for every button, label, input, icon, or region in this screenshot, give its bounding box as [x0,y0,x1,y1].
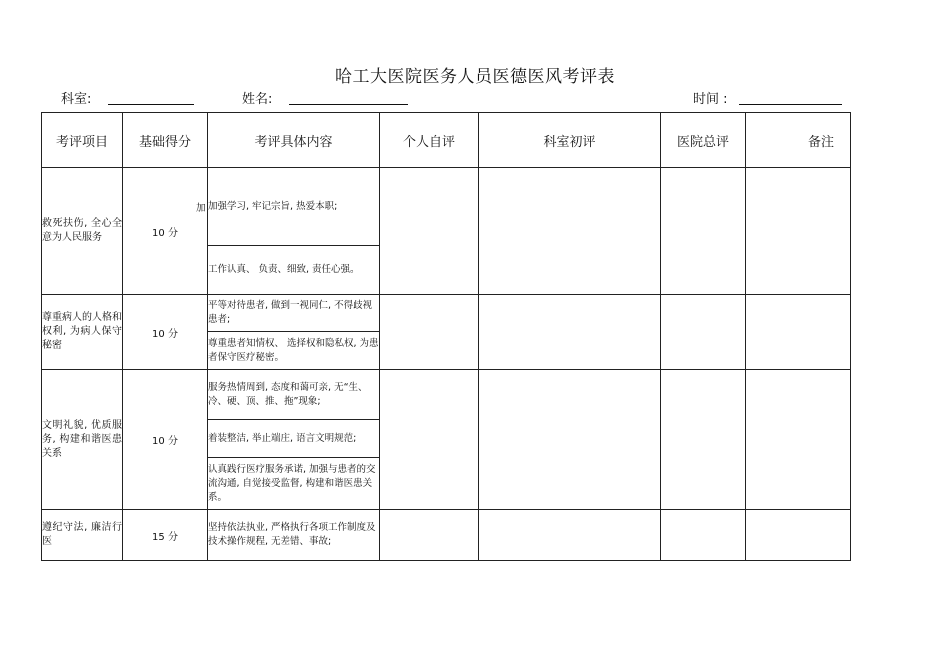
row-content-prefix: 加 [196,203,206,214]
hospital-eval-cell[interactable] [661,295,746,370]
hospital-eval-cell[interactable] [661,370,746,510]
time-field[interactable] [739,104,842,105]
table-row [42,510,851,561]
remarks-cell[interactable] [746,295,851,370]
header-row [42,113,851,168]
row-item: 遵纪守法, 廉洁行医 [42,510,123,561]
dept-eval-cell[interactable] [479,168,661,295]
evaluation-table [41,112,851,561]
table-row [42,295,851,332]
remarks-cell[interactable] [746,510,851,561]
header-hospital-eval: 医院总评 [661,113,746,168]
department-field[interactable] [108,104,194,105]
hospital-eval-cell[interactable] [661,510,746,561]
name-label: 姓名: [242,92,273,107]
dept-eval-cell[interactable] [479,370,661,510]
table-row [42,370,851,420]
header-dept-eval: 科室初评 [479,113,661,168]
row-score: 10 分 [123,370,208,510]
row-content: 尊重患者知情权、 选择权和隐私权, 为患者保守医疗秘密。 [208,332,380,370]
remarks-cell[interactable] [746,370,851,510]
row-content-text: 加强学习, 牢记宗旨, 热爱本职; [208,200,338,212]
row-content [196,168,380,246]
row-content: 着装整洁, 举止端庄, 语言文明规范; [208,420,380,458]
self-eval-cell[interactable] [380,168,479,295]
header-content: 考评具体内容 [208,113,380,168]
self-eval-cell[interactable] [380,510,479,561]
header-score: 基础得分 [123,113,208,168]
self-eval-cell[interactable] [380,295,479,370]
row-content: 平等对待患者, 做到一视同仁, 不得歧视患者; [208,295,380,332]
form-title: 哈工大医院医务人员医德医风考评表 [335,67,615,87]
time-label: 时间 : [693,92,728,107]
table-row [42,168,851,246]
dept-eval-cell[interactable] [479,295,661,370]
row-content: 认真践行医疗服务承诺, 加强与患者的交流沟通, 自觉接受监督, 构建和谐医患关系。 [208,458,380,510]
self-eval-cell[interactable] [380,370,479,510]
row-item: 文明礼貌, 优质服务, 构建和谐医患关系 [42,370,123,510]
row-score: 10 分 [123,295,208,370]
row-content: 坚持依法执业, 严格执行各项工作制度及技术操作规程, 无差错、事故; [208,510,380,561]
name-field[interactable] [289,104,408,105]
hospital-eval-cell[interactable] [661,168,746,295]
header-self-eval: 个人自评 [380,113,479,168]
department-label: 科室: [61,92,92,107]
row-item: 救死扶伤, 全心全意为人民服务 [42,168,123,295]
row-score: 15 分 [123,510,208,561]
row-item: 尊重病人的人格和权利, 为病人保守秘密 [42,295,123,370]
dept-eval-cell[interactable] [479,510,661,561]
remarks-cell[interactable] [746,168,851,295]
header-item: 考评项目 [42,113,123,168]
row-score: 10 分 [123,168,208,295]
header-remarks: 备注 [746,113,851,168]
row-content: 工作认真、 负责、细致, 责任心强。 [208,246,380,295]
row-content: 服务热情周到, 态度和蔼可亲, 无“生、冷、硬、顶、推、拖”现象; [208,370,380,420]
